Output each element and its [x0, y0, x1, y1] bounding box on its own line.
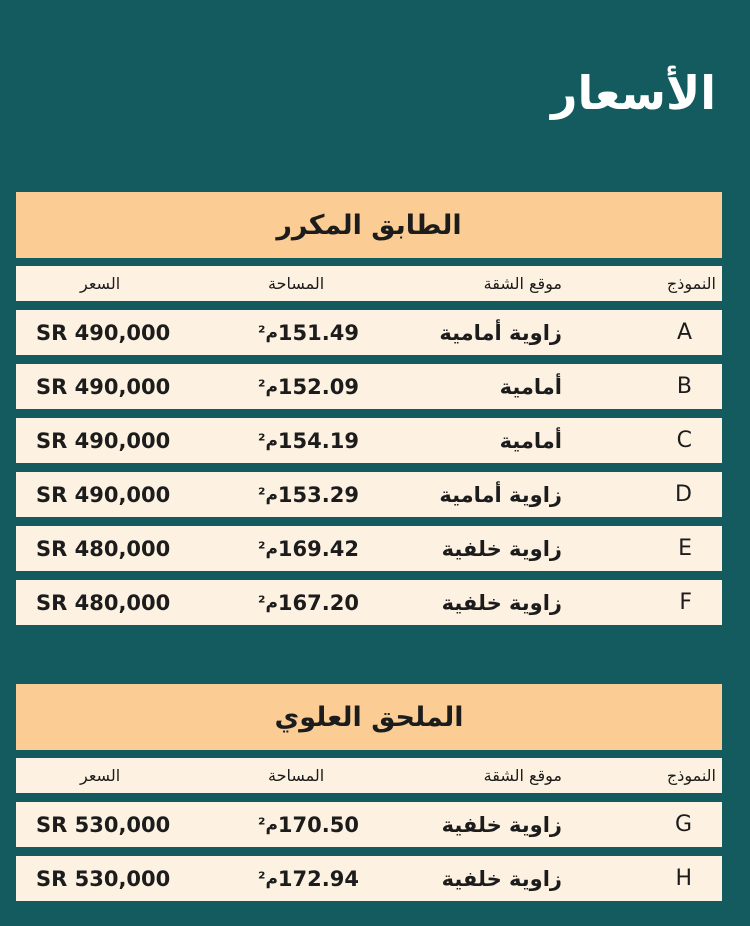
column-header-location: موقع الشقة [483, 274, 562, 293]
area-value: 153.29 [277, 482, 359, 507]
area-unit: م² [258, 376, 278, 397]
area-unit: م² [258, 430, 278, 451]
area-cell [252, 526, 359, 571]
column-header-area: المساحة [268, 766, 325, 785]
area-cell [252, 364, 359, 409]
column-header-location: موقع الشقة [483, 766, 562, 785]
model-cell: G [674, 812, 692, 837]
area-unit: م² [258, 592, 278, 613]
area-unit: م² [258, 868, 278, 889]
model-cell: E [678, 536, 692, 561]
table-row [16, 310, 722, 355]
column-header-row [16, 758, 722, 793]
area-value: 169.42 [277, 536, 359, 561]
area-cell [252, 802, 359, 847]
price-cell: SR 530,000 [36, 866, 171, 891]
area-value: 172.94 [277, 866, 359, 891]
area-cell [252, 418, 359, 463]
location-cell: أمامية [499, 374, 562, 399]
section-title: الطابق المكرر [16, 192, 722, 258]
location-cell: زاوية خلفية [441, 536, 562, 561]
column-header-price: السعر [80, 766, 121, 785]
table-row [16, 580, 722, 625]
section-repeated-floor [16, 192, 722, 625]
page-title: الأسعار [551, 66, 716, 120]
model-cell: F [679, 590, 692, 615]
area-value: 151.49 [277, 320, 359, 345]
table-row [16, 856, 722, 901]
location-cell: زاوية خلفية [441, 590, 562, 615]
area-cell [252, 580, 359, 625]
price-cell: SR 480,000 [36, 536, 171, 561]
section-title: الملحق العلوي [16, 684, 722, 750]
model-cell: C [676, 428, 692, 453]
area-value: 152.09 [277, 374, 359, 399]
column-header-row [16, 266, 722, 301]
area-cell [252, 856, 359, 901]
area-unit: م² [258, 322, 278, 343]
table-row [16, 802, 722, 847]
price-cell: SR 490,000 [36, 428, 171, 453]
column-header-area: المساحة [268, 274, 325, 293]
section-upper-annex [16, 684, 722, 901]
table-row [16, 418, 722, 463]
price-cell: SR 490,000 [36, 374, 171, 399]
column-header-model: النموذج [666, 274, 716, 293]
table-row [16, 472, 722, 517]
area-value: 167.20 [277, 590, 359, 615]
model-cell: A [676, 320, 692, 345]
area-cell [252, 472, 359, 517]
area-unit: م² [258, 538, 278, 559]
table-row [16, 526, 722, 571]
location-cell: زاوية خلفية [441, 812, 562, 837]
location-cell: زاوية أمامية [439, 320, 562, 345]
model-cell: D [675, 482, 692, 507]
location-cell: زاوية أمامية [439, 482, 562, 507]
model-cell: B [676, 374, 692, 399]
price-cell: SR 480,000 [36, 590, 171, 615]
column-header-price: السعر [80, 274, 121, 293]
table-row [16, 364, 722, 409]
model-cell: H [675, 866, 692, 891]
area-value: 154.19 [277, 428, 359, 453]
price-cell: SR 490,000 [36, 320, 171, 345]
area-unit: م² [258, 814, 278, 835]
location-cell: أمامية [499, 428, 562, 453]
column-header-model: النموذج [666, 766, 716, 785]
price-cell: SR 490,000 [36, 482, 171, 507]
price-cell: SR 530,000 [36, 812, 171, 837]
area-cell [252, 310, 359, 355]
area-unit: م² [258, 484, 278, 505]
location-cell: زاوية خلفية [441, 866, 562, 891]
area-value: 170.50 [277, 812, 359, 837]
